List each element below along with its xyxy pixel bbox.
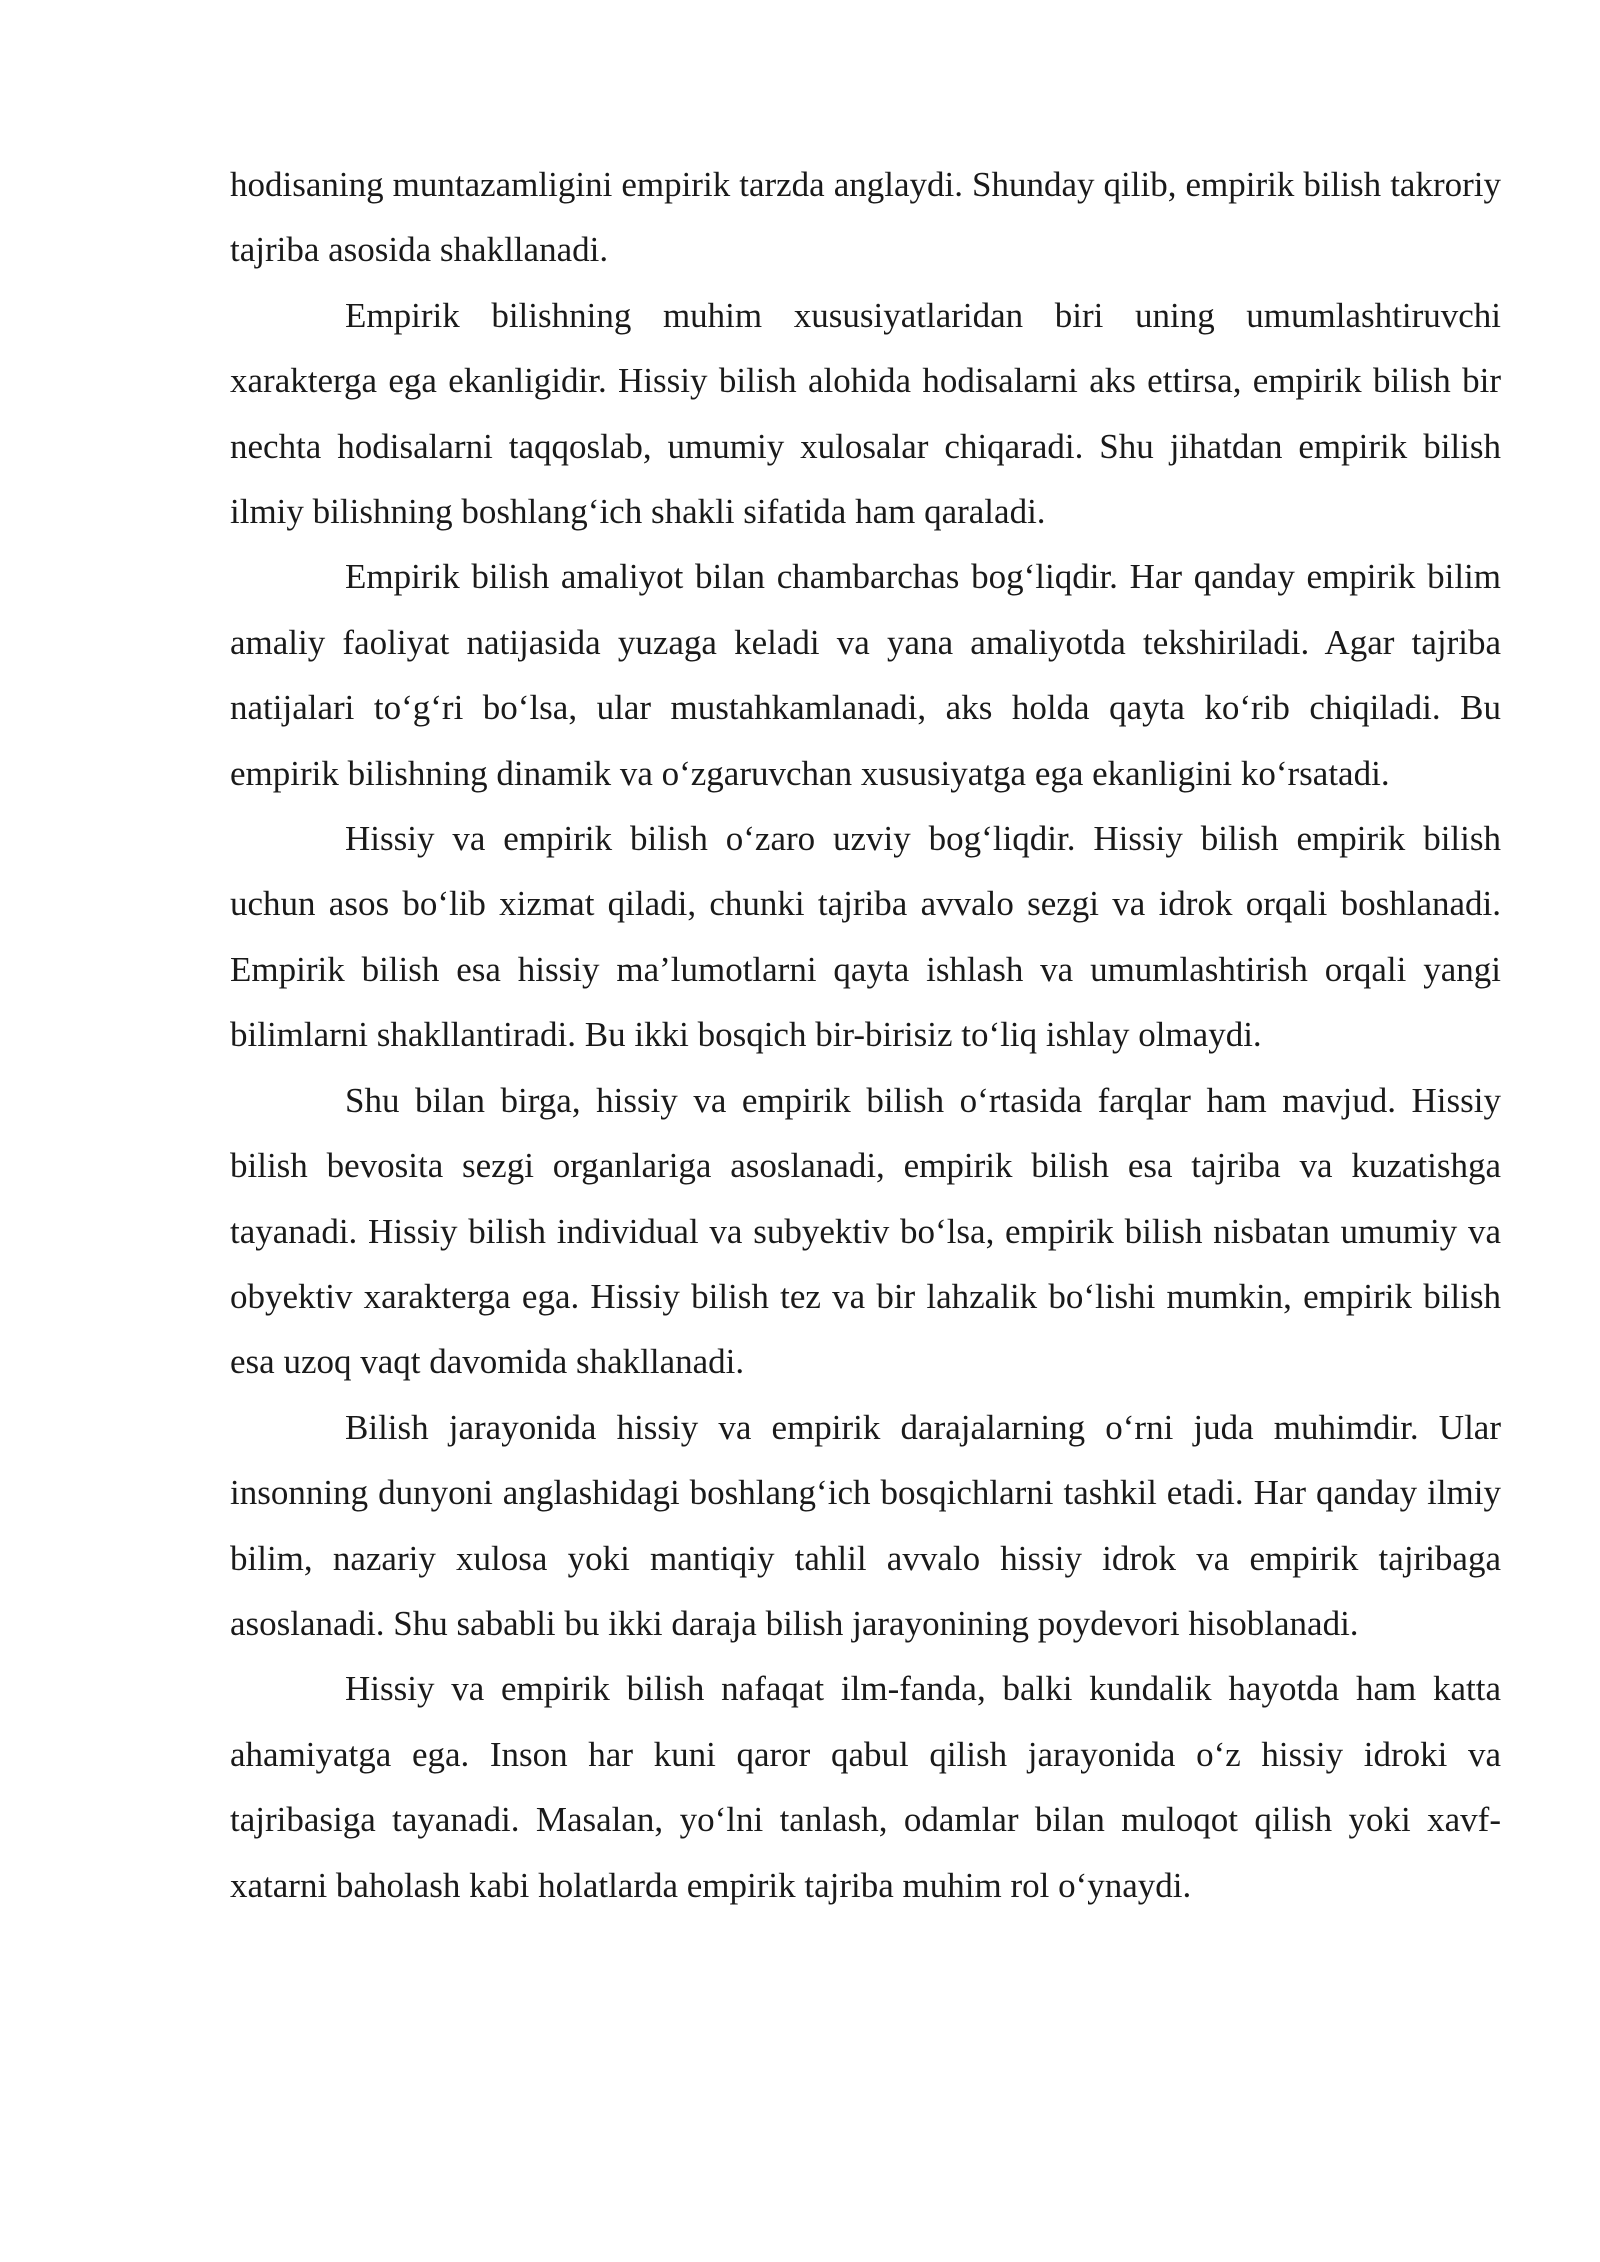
- paragraph-differences: Shu bilan birga, hissiy va empirik bilish o‘rtasida farqlar ham mavjud. Hissiy bilish bevosita sezgi organlariga asoslanadi, empirik bilish esa tajriba va kuzatishga tayanadi. Hissiy bilish individual va subyektiv bo‘lsa, empirik bilish nisbatan umumiy va obyektiv xarakterga ega. Hissiy bilish tez va bir lahzalik bo‘lishi mumkin, empirik bilish esa uzoq vaqt davomida shakllanadi.: [230, 1080, 1501, 1382]
- paragraph-continuation: hodisaning muntazamligini empirik tarzda anglaydi. Shunday qilib, empirik bilish takroriy tajriba asosida shakllanadi.: [230, 165, 1501, 270]
- paragraph-everyday-life: Hissiy va empirik bilish nafaqat ilm-fanda, balki kundalik hayotda ham katta ahamiyatga ega. Inson har kuni qaror qabul qilish jarayonida o‘z hissiy idroki va tajribasiga tayanadi. Masalan, yo‘lni tanlash, odamlar bilan muloqot qilish yoki xavf-xatarni baholash kabi holatlarda empirik tajriba muhim rol o‘ynaydi.: [230, 1669, 1501, 1905]
- paragraph-practice-link: Empirik bilish amaliyot bilan chambarchas bog‘liqdir. Har qanday empirik bilim amaliy faoliyat natijasida yuzaga keladi va yana amaliyotda tekshiriladi. Agar tajriba natijalari to‘g‘ri bo‘lsa, ular mustahkamlanadi, aks holda qayta ko‘rib chiqiladi. Bu empirik bilishning dinamik va o‘zgaruvchan xususiyatga ega ekanligini ko‘rsatadi.: [230, 557, 1501, 793]
- paragraph-generalizing-character: Empirik bilishning muhim xususiyatlaridan biri uning umumlashtiruvchi xarakterga ega ekanligidir. Hissiy bilish alohida hodisalarni aks ettirsa, empirik bilish bir nechta hodisalarni taqqoslab, umumiy xulosalar chiqaradi. Shu jihatdan empirik bilish ilmiy bilishning boshlang‘ich shakli sifatida ham qaraladi.: [230, 295, 1501, 532]
- paragraph-interconnection: Hissiy va empirik bilish o‘zaro uzviy bog‘liqdir. Hissiy bilish empirik bilish uchun asos bo‘lib xizmat qiladi, chunki tajriba avvalo sezgi va idrok orqali boshlanadi. Empirik bilish esa hissiy ma’lumotlarni qayta ishlash va umumlashtirish orqali yangi bilimlarni shakllantiradi. Bu ikki bosqich bir-birisiz to‘liq ishlay olmaydi.: [230, 819, 1501, 1055]
- paragraph-role-in-cognition: Bilish jarayonida hissiy va empirik darajalarning o‘rni juda muhimdir. Ular insonning dunyoni anglashidagi boshlang‘ich bosqichlarni tashkil etadi. Har qanday ilmiy bilim, nazariy xulosa yoki mantiqiy tahlil avvalo hissiy idrok va empirik tajribaga asoslanadi. Shu sababli bu ikki daraja bilish jarayonining poydevori hisoblanadi.: [230, 1407, 1501, 1643]
- document-body: [230, 152, 1501, 1918]
